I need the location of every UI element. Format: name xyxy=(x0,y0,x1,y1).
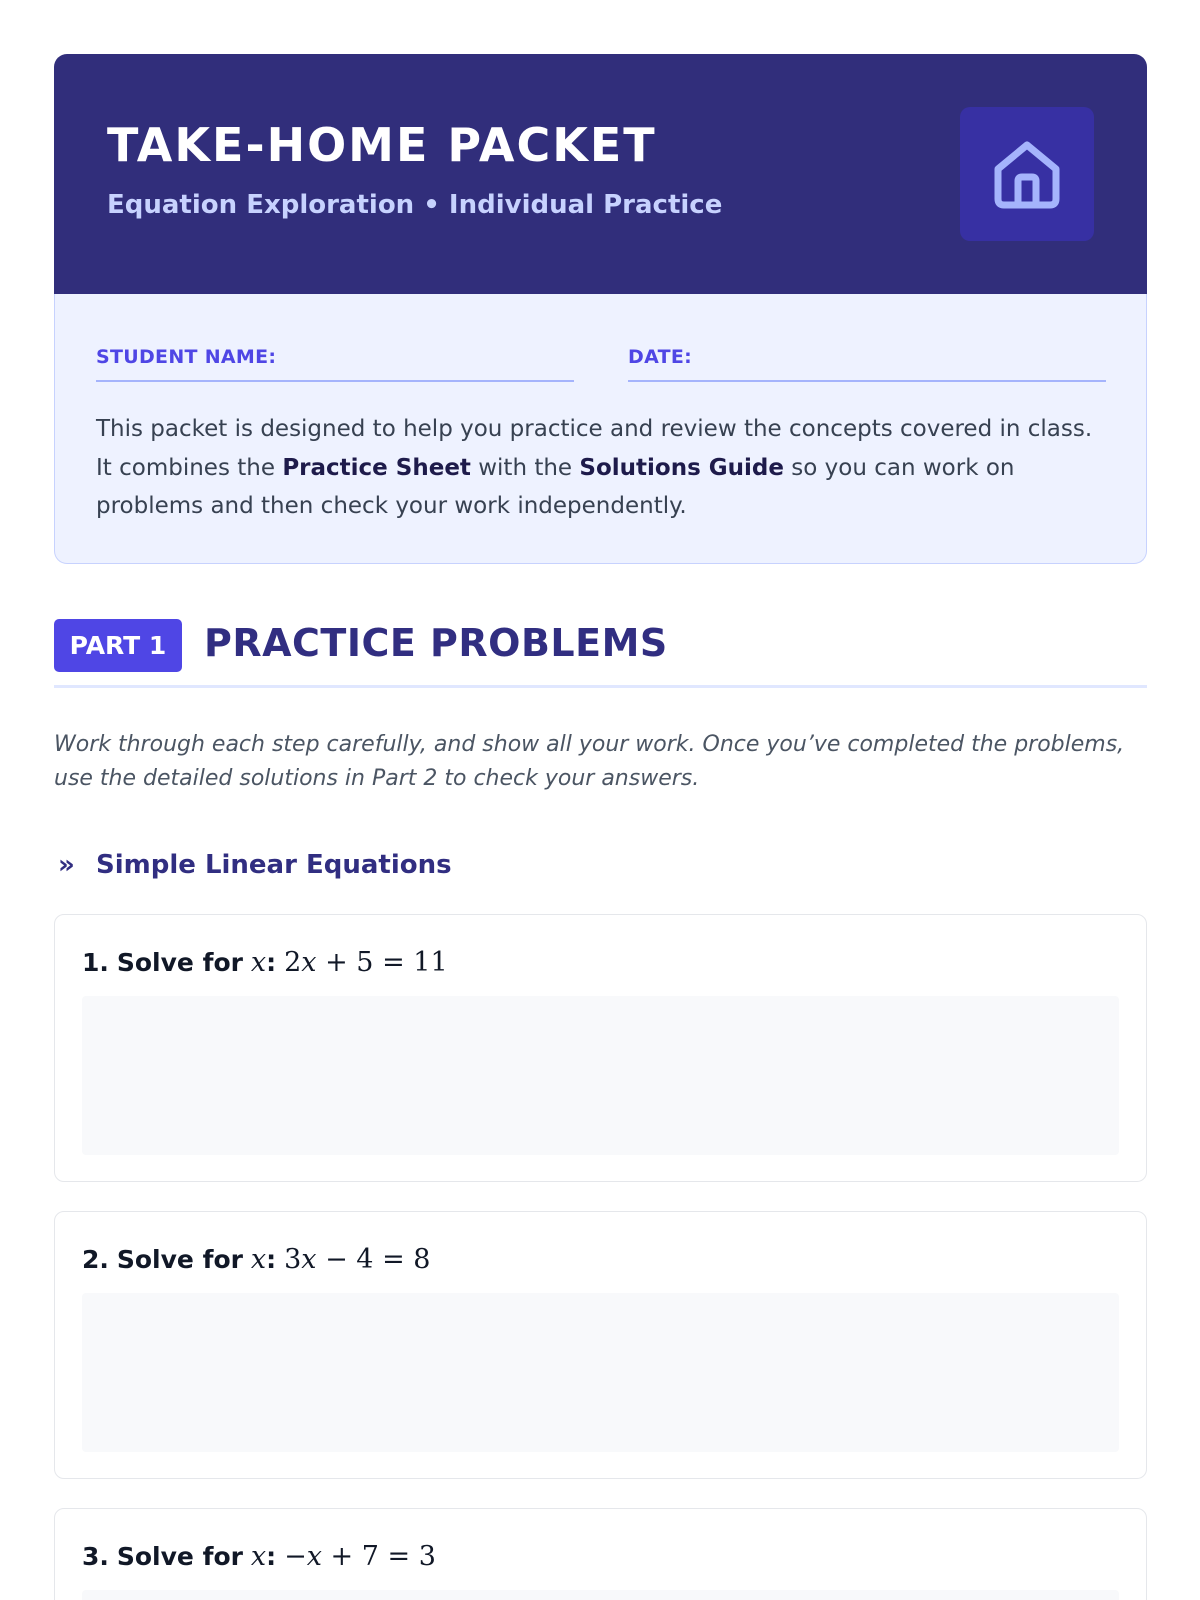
equation-part: + 5 = 11 xyxy=(316,947,448,978)
packet-page xyxy=(54,54,1147,564)
student-name-field[interactable] xyxy=(96,346,574,382)
work-area[interactable] xyxy=(82,1590,1119,1600)
date-field[interactable] xyxy=(628,346,1106,382)
equation-part: − xyxy=(284,1541,307,1572)
problem-card xyxy=(54,1508,1147,1600)
work-area[interactable] xyxy=(82,1293,1119,1452)
student-name-label: STUDENT NAME: xyxy=(96,346,277,368)
problem-number: 3. xyxy=(82,1542,109,1571)
problem-number: 1. xyxy=(82,948,109,977)
equation-variable: x xyxy=(301,947,317,978)
part-title: PRACTICE PROBLEMS xyxy=(204,621,668,665)
problem-equation xyxy=(284,1244,430,1275)
problem-variable: x xyxy=(250,947,267,978)
intro-bold-practice-sheet: Practice Sheet xyxy=(282,454,471,481)
equation-part: − 4 = 8 xyxy=(316,1244,431,1275)
work-area[interactable] xyxy=(82,996,1119,1155)
equation-part: 3 xyxy=(284,1244,302,1275)
problem-label xyxy=(82,1244,430,1275)
part-divider xyxy=(54,685,1147,688)
problem-prompt: Solve for xyxy=(116,948,243,977)
equation-variable: x xyxy=(306,1541,322,1572)
packet-subtitle: Equation Exploration • Individual Practice xyxy=(107,190,723,220)
part-heading xyxy=(54,619,1147,727)
problem-colon: : xyxy=(266,1542,277,1571)
home-icon-box xyxy=(960,107,1094,241)
problem-variable: x xyxy=(250,1541,267,1572)
intro-text-part: so you can work on problems and then check your work independently. xyxy=(96,454,1015,519)
problem-prompt: Solve for xyxy=(116,1542,243,1571)
problem-equation xyxy=(284,947,448,978)
problem-number: 2. xyxy=(82,1245,109,1274)
equation-variable: x xyxy=(301,1244,317,1275)
problem-label xyxy=(82,1541,436,1572)
intro-text xyxy=(96,410,1096,526)
intro-text-part: with the xyxy=(470,454,580,481)
intro-text-part: This packet is designed to help you practice and review the concepts covered in class. It combines the xyxy=(96,416,1093,481)
problem-label xyxy=(82,947,448,978)
home-icon xyxy=(992,139,1062,209)
part-badge: PART 1 xyxy=(54,619,182,672)
date-label: DATE: xyxy=(628,346,693,368)
problem-card xyxy=(54,914,1147,1182)
problem-colon: : xyxy=(266,1245,277,1274)
problem-card xyxy=(54,1211,1147,1479)
equation-part: 2 xyxy=(284,947,302,978)
section-title: Simple Linear Equations xyxy=(96,850,452,880)
header-banner xyxy=(54,54,1147,294)
problem-colon: : xyxy=(266,948,277,977)
packet-title: TAKE-HOME PACKET xyxy=(107,118,657,172)
intro-bold-solutions-guide: Solutions Guide xyxy=(579,454,784,481)
section-heading xyxy=(58,850,452,880)
equation-part: + 7 = 3 xyxy=(321,1541,436,1572)
info-panel xyxy=(54,294,1147,564)
chevron-right-icon: » xyxy=(58,850,75,880)
problem-prompt: Solve for xyxy=(116,1245,243,1274)
problem-variable: x xyxy=(250,1244,267,1275)
problem-equation xyxy=(284,1541,436,1572)
instructions-text: Work through each step carefully, and show all your work. Once you’ve completed the problems, use the detailed solutions in Part 2 to check your answers. xyxy=(54,732,1125,791)
